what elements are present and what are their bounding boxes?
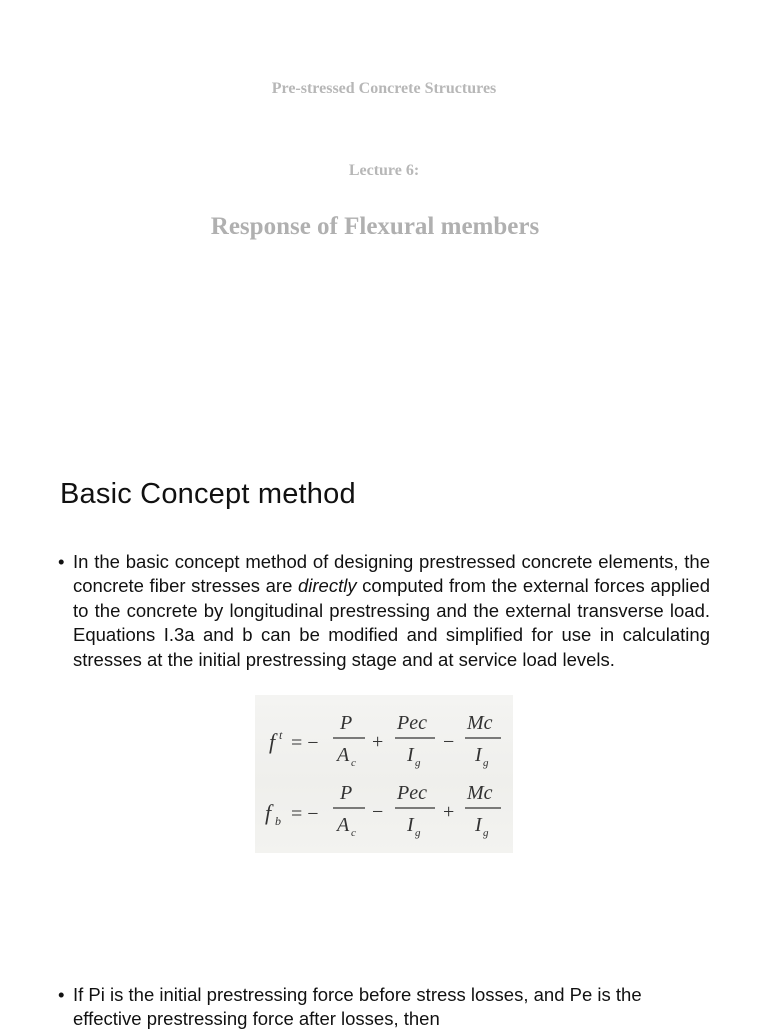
- lecture-subject: Response of Flexural members: [210, 213, 540, 240]
- eq2-t2-num: Pec: [397, 782, 427, 804]
- eq2-t1-den: A: [337, 814, 350, 836]
- eq2-t1-num: P: [340, 782, 353, 804]
- emphasis-word: directly: [297, 575, 357, 597]
- eq2-lhs: f: [265, 800, 272, 825]
- bullet-marker: •: [58, 551, 65, 572]
- title-slide: [0, 0, 768, 432]
- eq1-t1-den: A: [337, 744, 350, 766]
- eq2-lhs-sub: b: [275, 814, 281, 828]
- slide-heading: Basic Concept method: [60, 478, 356, 510]
- stress-equations: [255, 695, 513, 853]
- eq2-t3-num: Mc: [467, 782, 493, 804]
- bullet-marker: •: [58, 984, 65, 1005]
- course-title: Pre-stressed Concrete Structures: [271, 80, 497, 97]
- bullet-text-part: computed from the external forces applied to the concrete by longitudinal prestressing and the external transverse load. Equations I.3a and b can be modified and simplified for use in calculating stresses at the initial prestressing stage and at service load levels.: [73, 575, 710, 670]
- eq1-t2-den-sub: g: [415, 757, 421, 769]
- eq1-t1-den-sub: c: [351, 757, 356, 769]
- eq2-equals: = −: [291, 803, 319, 825]
- eq2-t3-den: I: [475, 814, 482, 836]
- eq1-t3-den-sub: g: [483, 757, 489, 769]
- eq1-lhs: f: [269, 729, 276, 754]
- eq2-op1: −: [372, 801, 384, 823]
- eq1-lhs-sup: t: [279, 728, 283, 742]
- content-slide: [0, 432, 768, 1030]
- bullet-paragraph-2: [58, 983, 710, 1032]
- equation-top-fiber: [269, 712, 501, 769]
- equation-bottom-fiber: [265, 782, 501, 839]
- equation-image: [255, 695, 513, 853]
- bullet-paragraph-1: [58, 550, 710, 672]
- eq1-t2-den: I: [407, 744, 414, 766]
- eq1-equals: = −: [291, 732, 319, 754]
- eq2-op2: +: [443, 801, 455, 823]
- eq1-t1-num: P: [340, 712, 353, 734]
- eq2-t1-den-sub: c: [351, 827, 356, 839]
- eq1-op1: +: [372, 731, 384, 753]
- bullet-text: If Pi is the initial prestressing force before stress losses, and Pe is the effective prestressing force after losses, then: [73, 984, 642, 1030]
- lecture-number: Lecture 6:: [348, 162, 420, 179]
- bullet-text-part: In the basic concept method of designing prestressed concrete elements, the concrete fiber stresses are: [73, 551, 710, 597]
- eq1-t3-den: I: [475, 744, 482, 766]
- eq2-t3-den-sub: g: [483, 827, 489, 839]
- eq2-t2-den-sub: g: [415, 827, 421, 839]
- eq1-op2: −: [443, 731, 455, 753]
- eq1-t3-num: Mc: [467, 712, 493, 734]
- eq2-t2-den: I: [407, 814, 414, 836]
- eq1-t2-num: Pec: [397, 712, 427, 734]
- bullet-text: [73, 550, 710, 672]
